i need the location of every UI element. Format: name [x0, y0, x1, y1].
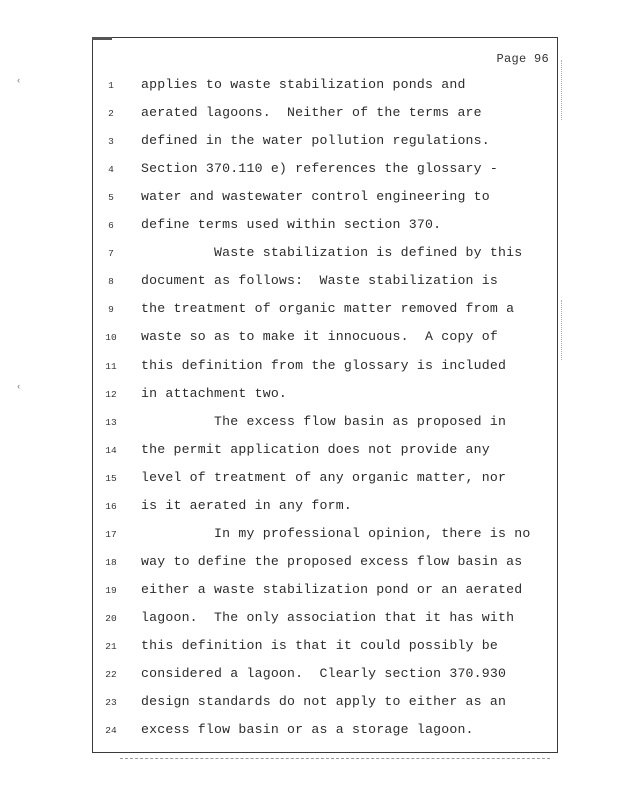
transcript-line — [93, 413, 559, 441]
margin-mark-middle: ‹ — [16, 382, 22, 392]
line-text: document as follows: Waste stabilization is — [141, 273, 499, 289]
line-text: way to define the proposed excess flow basin as — [141, 553, 523, 569]
line-number: 22 — [105, 669, 117, 681]
line-number: 1 — [108, 80, 114, 91]
transcript-page — [92, 37, 558, 753]
right-margin-speck — [561, 300, 564, 360]
transcript-line — [93, 244, 559, 272]
transcript-line — [93, 76, 559, 104]
transcript-line — [93, 441, 559, 469]
line-number: 10 — [105, 332, 117, 344]
transcript-line — [93, 272, 559, 300]
transcript-line — [93, 385, 559, 413]
line-text: either a waste stabilization pond or an aerated — [141, 581, 523, 597]
line-number: 13 — [105, 416, 117, 428]
line-text: is it aerated in any form. — [141, 497, 352, 513]
line-text: excess flow basin or as a storage lagoon. — [141, 722, 474, 738]
line-number: 3 — [108, 136, 114, 148]
line-text: aerated lagoons. Neither of the terms are — [141, 105, 482, 121]
line-number: 11 — [105, 360, 117, 372]
line-number: 8 — [108, 276, 114, 288]
line-text: this definition from the glossary is included — [141, 357, 507, 373]
line-text: considered a lagoon. Clearly section 370.930 — [141, 666, 507, 682]
line-text: In my professional opinion, there is no — [141, 525, 531, 541]
line-number: 5 — [108, 192, 114, 204]
transcript-line — [93, 721, 559, 749]
line-number: 21 — [105, 641, 117, 652]
transcript-line — [93, 328, 559, 356]
line-text: defined in the water pollution regulations. — [141, 133, 490, 149]
line-text: in attachment two. — [141, 385, 288, 401]
line-text: design standards do not apply to either as an — [141, 694, 507, 710]
line-text: lagoon. The only association that it has with — [141, 609, 515, 625]
transcript-line — [93, 497, 559, 525]
transcript-line — [93, 188, 559, 216]
transcript-line — [93, 300, 559, 328]
line-text: Waste stabilization is defined by this — [141, 245, 523, 261]
line-text: Section 370.110 e) references the glossary - — [141, 161, 499, 177]
transcript-line — [93, 216, 559, 244]
line-number: 15 — [105, 472, 117, 484]
bottom-rule — [120, 758, 550, 759]
transcript-line — [93, 525, 559, 553]
page-number: Page 96 — [496, 52, 549, 66]
line-text: this definition is that it could possibly be — [141, 638, 499, 653]
transcript-line — [93, 693, 559, 721]
line-text: water and wastewater control engineering to — [141, 189, 490, 205]
line-text: waste so as to make it innocuous. A copy of — [141, 329, 499, 345]
transcript-line — [93, 160, 559, 188]
line-number: 2 — [108, 108, 114, 120]
line-text: the permit application does not provide any — [141, 441, 490, 457]
line-number: 4 — [108, 164, 114, 176]
transcript-line — [93, 553, 559, 581]
transcript-line — [93, 469, 559, 497]
line-text: applies to waste stabilization ponds and — [141, 77, 466, 92]
transcript-line — [93, 132, 559, 160]
line-number: 24 — [105, 725, 117, 737]
line-number: 19 — [105, 584, 117, 596]
transcript-line — [93, 581, 559, 609]
margin-mark-top: ‹ — [16, 76, 22, 86]
transcript-line — [93, 665, 559, 693]
line-number: 12 — [105, 388, 117, 400]
line-number: 7 — [108, 248, 114, 260]
line-text: level of treatment of any organic matter, nor — [141, 469, 507, 485]
line-text: the treatment of organic matter removed from a — [141, 301, 515, 317]
transcript-line — [93, 104, 559, 132]
line-number: 9 — [108, 304, 114, 316]
line-text: The excess flow basin as proposed in — [141, 413, 507, 429]
line-number: 23 — [105, 697, 117, 709]
line-number: 6 — [108, 220, 114, 232]
right-margin-speck — [561, 60, 564, 120]
transcript-line — [93, 609, 559, 637]
line-number: 20 — [105, 612, 117, 624]
line-number: 16 — [105, 500, 117, 512]
transcript-line — [93, 637, 559, 665]
transcript-line — [93, 357, 559, 385]
line-number: 14 — [105, 444, 117, 456]
line-number: 18 — [105, 556, 117, 568]
line-number: 17 — [105, 528, 117, 540]
line-text: define terms used within section 370. — [141, 217, 442, 233]
